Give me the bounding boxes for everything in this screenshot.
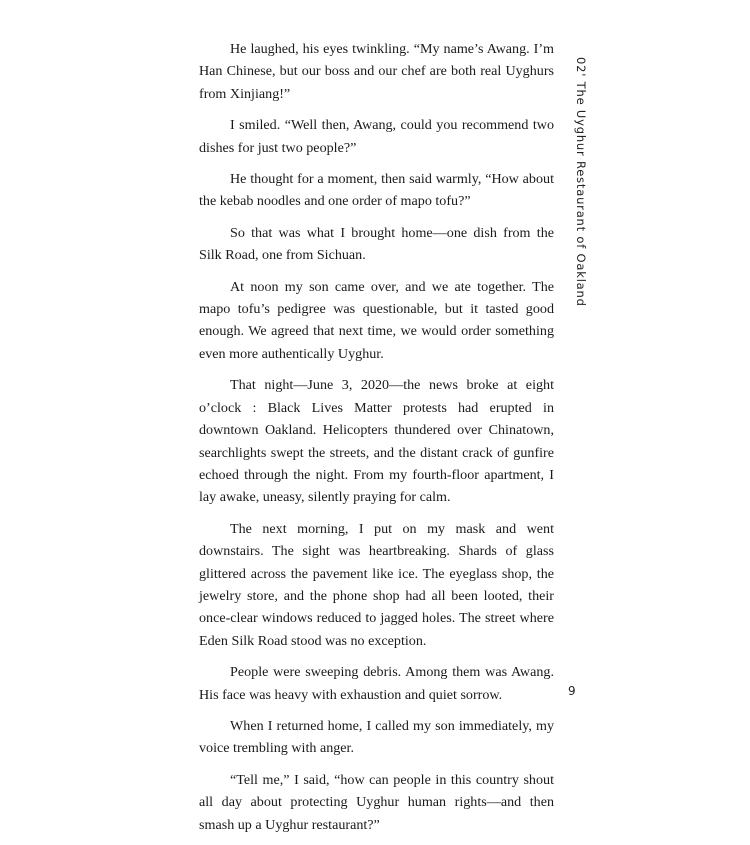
body-text (199, 38, 554, 845)
page-number: 9 (568, 684, 576, 698)
paragraph-7: The next morning, I put on my mask and went downstairs. The sight was heartbreaking. Shards of glass glittered across the pavement like ice. The eyeglass shop, the jewelry store, and the phone shop had all been looted, their once-clear windows reduced to jagged holes. The street where Eden Silk Road stood was no exception. (199, 520, 554, 649)
paragraph-8: People were sweeping debris. Among them was Awang. His face was heavy with exhaustion and quiet sorrow. (199, 664, 554, 703)
paragraph-2: I smiled. “Well then, Awang, could you recommend two dishes for just two people?” (199, 117, 554, 156)
paragraph-1: He laughed, his eyes twinkling. “My name’s Awang. I’m Han Chinese, but our boss and our chef are both real Uyghurs from Xinjiang!” (199, 41, 554, 102)
paragraph-5: At noon my son came over, and we ate together. The mapo tofu’s pedigree was questionable, but it tasted good enough. We agreed that next time, we would order something even more authentically Uyghur. (199, 278, 554, 362)
paragraph-4: So that was what I brought home—one dish from the Silk Road, one from Sichuan. (199, 224, 554, 264)
paragraph-3: He thought for a moment, then said warmly, “How about the kebab noodles and one order of mapo tofu?” (199, 171, 554, 210)
paragraph-10: “Tell me,” I said, “how can people in this country shout all day about protecting Uyghur human rights—and then smash up a Uyghur restaurant?” (199, 771, 554, 833)
paragraph-9: When I returned home, I called my son immediately, my voice trembling with anger. (199, 717, 554, 757)
running-head: 02' The Uyghur Restaurant of Oakland (574, 57, 588, 307)
paragraph-6: That night—June 3, 2020—the news broke at eight o’clock : Black Lives Matter protests had erupted in downtown Oakland. Helicopters thundered over Chinatown, searchlights swept the streets, and the distant crack of gunfire echoed through the night. From my fourth-floor apartment, I lay awake, uneasy, silently praying for calm. (199, 377, 554, 506)
